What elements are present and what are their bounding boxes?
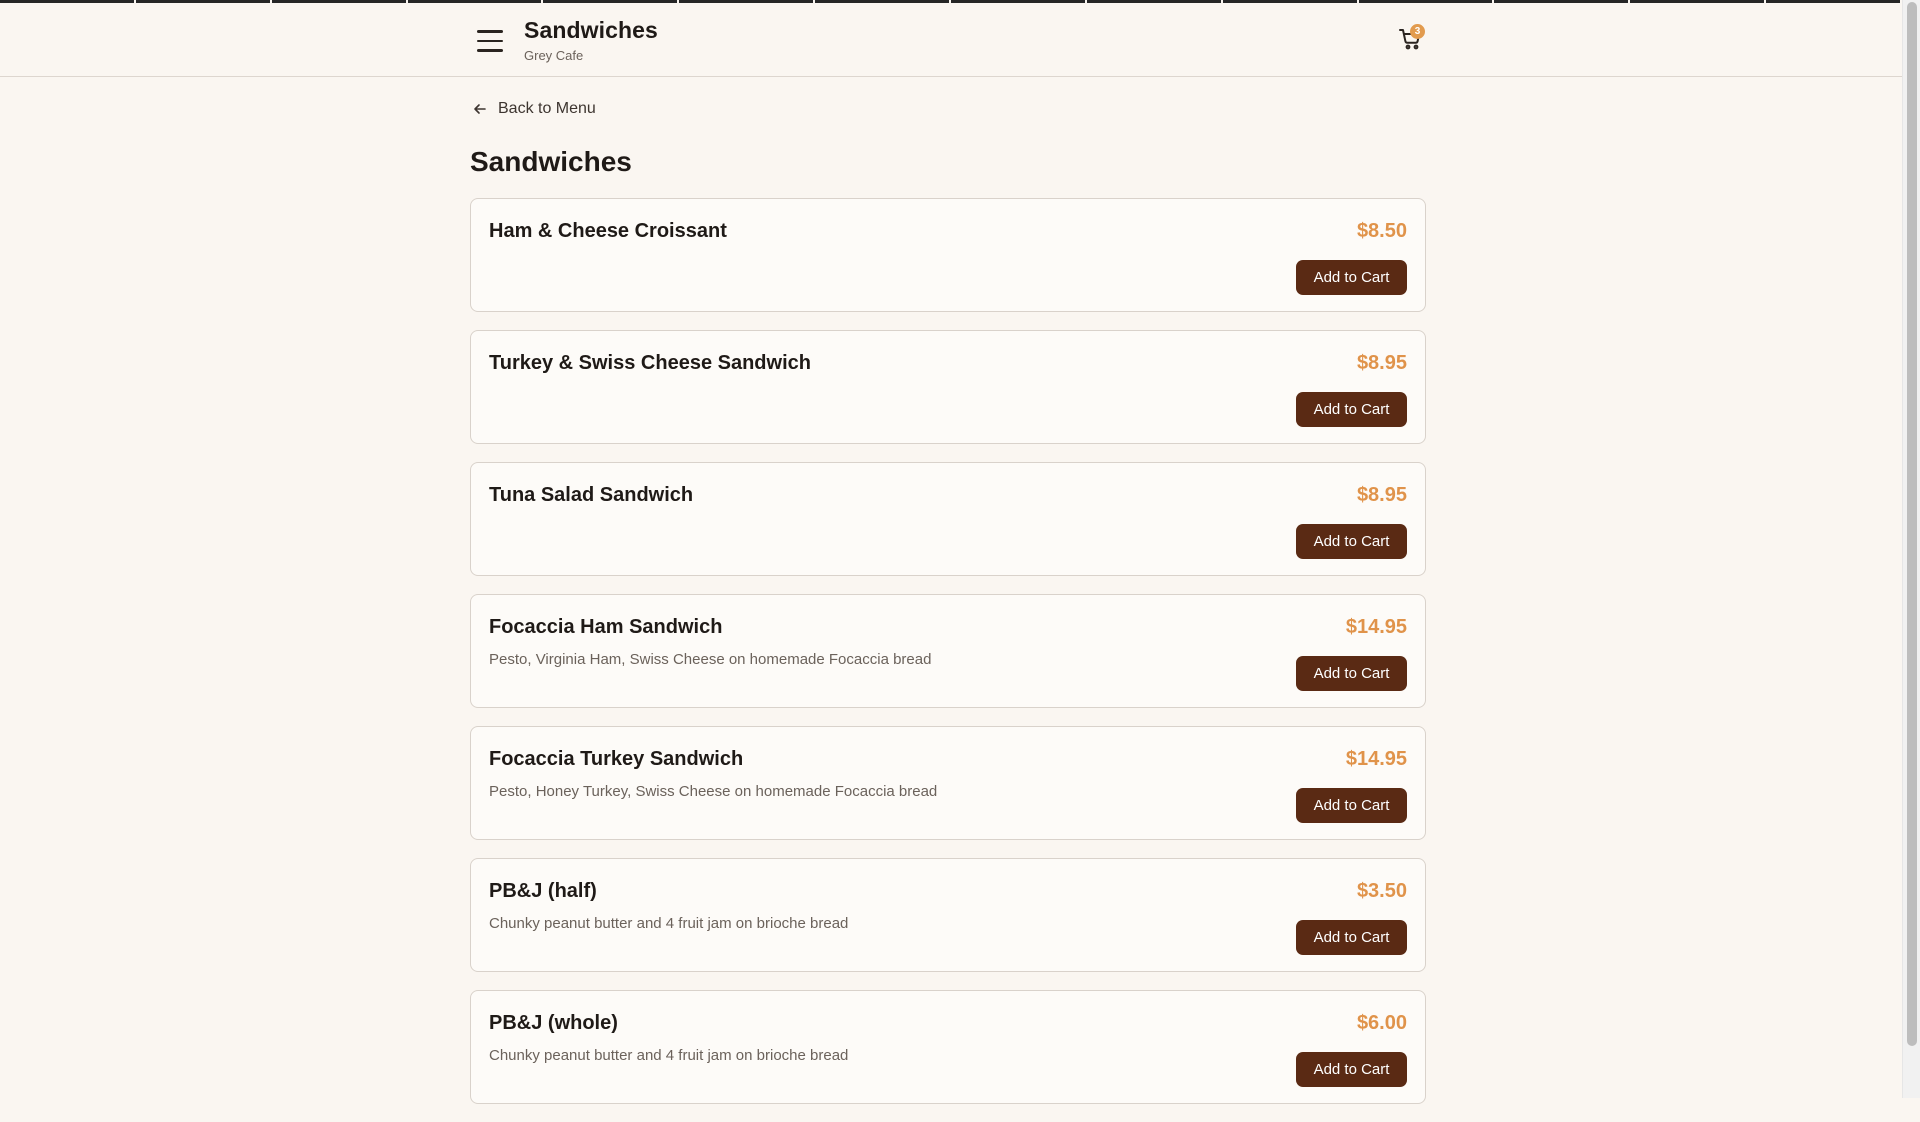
menu-item-name: PB&J (half) [489, 880, 597, 902]
back-to-menu-link[interactable] [472, 100, 596, 118]
menu-item-card [470, 726, 1426, 840]
main-content [470, 100, 1430, 1122]
page-scrollbar[interactable] [1902, 0, 1920, 1098]
menu-item-card [470, 594, 1426, 708]
menu-item-name: Focaccia Turkey Sandwich [489, 748, 744, 770]
menu-item-name: PB&J (whole) [489, 1012, 618, 1034]
cart-count-badge: 3 [1410, 24, 1425, 39]
menu-item-price: $8.95 [1356, 352, 1407, 374]
menu-item-price: $3.50 [1356, 880, 1407, 902]
arrow-left-icon [472, 101, 488, 117]
menu-item-description: Pesto, Honey Turkey, Swiss Cheese on homemade Focaccia bread [489, 783, 938, 800]
page-title: Sandwiches [470, 146, 632, 177]
menu-item-description: Chunky peanut butter and 4 fruit jam on brioche bread [489, 915, 849, 932]
menu-item-card [470, 330, 1426, 444]
add-to-cart-button[interactable]: Add to Cart [1296, 788, 1407, 823]
add-to-cart-button[interactable]: Add to Cart [1296, 920, 1407, 955]
menu-item-price: $6.00 [1356, 1012, 1407, 1034]
add-to-cart-button[interactable]: Add to Cart [1296, 524, 1407, 559]
cart-button[interactable] [1398, 27, 1424, 53]
hamburger-menu-icon[interactable] [474, 25, 506, 57]
menu-item-card [470, 858, 1426, 972]
menu-item-card [470, 462, 1426, 576]
menu-item-price: $8.95 [1356, 484, 1407, 506]
menu-item-price: $14.95 [1345, 616, 1407, 638]
menu-item-name: Tuna Salad Sandwich [489, 484, 694, 506]
add-to-cart-button[interactable]: Add to Cart [1296, 656, 1407, 691]
menu-item-description: Pesto, Virginia Ham, Swiss Cheese on homemade Focaccia bread [489, 651, 932, 668]
menu-item-card [470, 198, 1426, 312]
add-to-cart-button[interactable]: Add to Cart [1296, 392, 1407, 427]
menu-item-list [470, 198, 1430, 1104]
menu-item-price: $8.50 [1356, 220, 1407, 242]
menu-item-price: $14.95 [1345, 748, 1407, 770]
add-to-cart-button[interactable]: Add to Cart [1296, 1052, 1407, 1087]
scrollbar-thumb[interactable] [1907, 2, 1917, 1046]
app-header [0, 3, 1902, 77]
header-title: Sandwiches [524, 17, 658, 43]
header-subtitle: Grey Cafe [524, 48, 584, 63]
back-to-menu-label: Back to Menu [498, 100, 596, 117]
header-brand [524, 17, 658, 63]
menu-item-name: Focaccia Ham Sandwich [489, 616, 723, 638]
menu-item-card [470, 990, 1426, 1104]
add-to-cart-button[interactable]: Add to Cart [1296, 260, 1407, 295]
menu-item-name: Turkey & Swiss Cheese Sandwich [489, 352, 811, 374]
menu-item-description: Chunky peanut butter and 4 fruit jam on brioche bread [489, 1047, 849, 1064]
menu-item-name: Ham & Cheese Croissant [489, 220, 727, 242]
